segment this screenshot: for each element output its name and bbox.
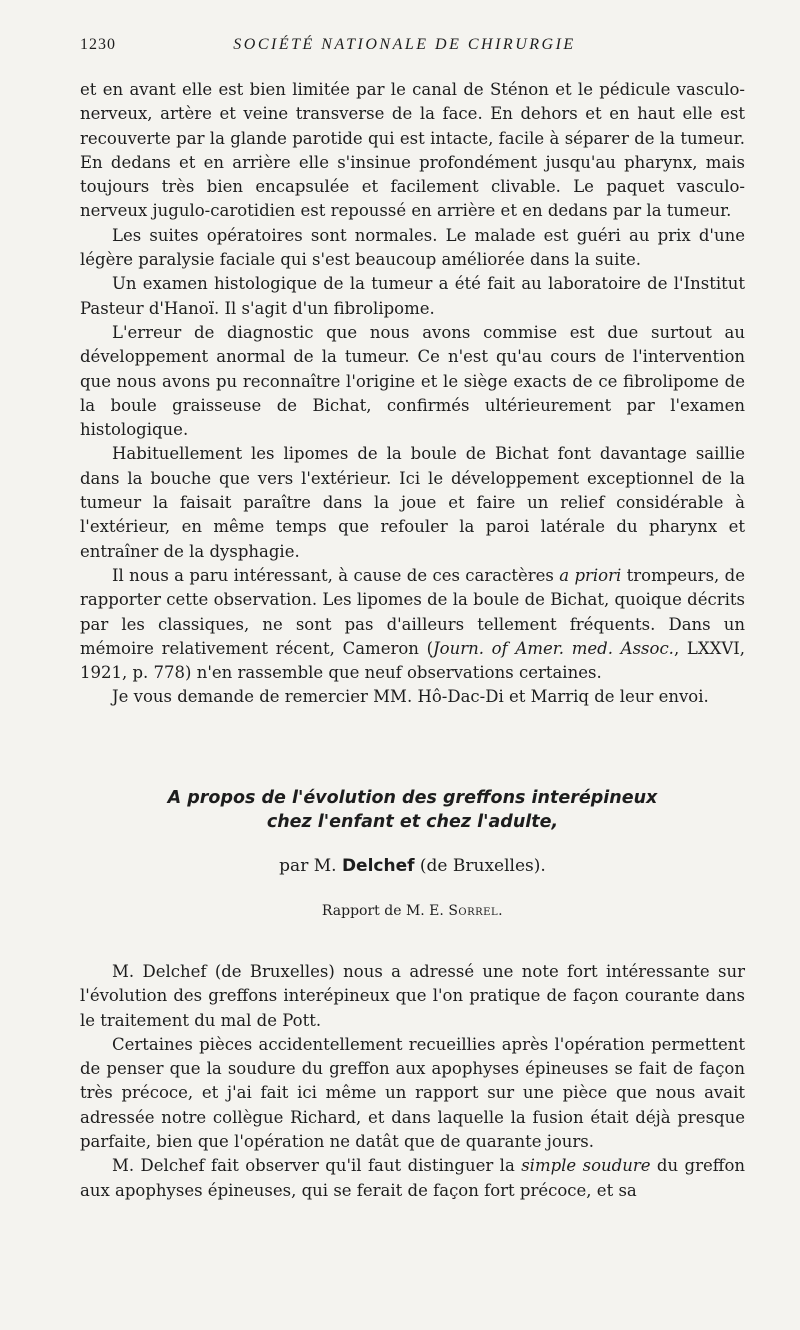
body-text-section-1 xyxy=(80,78,745,710)
text-run: , LXXVI, 1921, p. 778) n'en rassemble que neuf observations certaines. xyxy=(80,638,746,683)
paragraph: Je vous demande de remercier MM. Hô-Dac-Di et Marriq de leur envoi. xyxy=(112,687,709,707)
rapporteur-name: Sorrel. xyxy=(448,903,504,919)
paragraph xyxy=(80,1154,745,1203)
paragraph: L'erreur de diagnostic que nous avons commise est due surtout au développement anormal de la tumeur. Ce n'est qu'au cours de l'intervention que nous avons pu reconnaître l'origine et le siège exacts de ce fibrolipome de la boule graisseuse de Bichat, confirmés ultérieurement par l'examen histologique. xyxy=(80,322,745,440)
text-run: du greffon aux apophyses épineuses, qui se ferait de façon fort précoce, et sa xyxy=(80,1156,746,1200)
paragraph: Les suites opératoires sont normales. Le malade est guéri au prix d'une légère paralysie faciale qui s'est beaucoup améliorée dans la suite. xyxy=(80,225,745,270)
text-run: Il nous a paru intéressant, à cause de ces caractères xyxy=(112,565,560,585)
article-title-line: chez l'enfant et chez l'adulte, xyxy=(266,812,559,832)
page-number: 1230 xyxy=(80,36,116,53)
paragraph xyxy=(80,564,745,685)
body-text-section-2 xyxy=(80,960,745,1203)
italic-text: simple soudure xyxy=(521,1156,651,1176)
paragraph: M. Delchef (de Bruxelles) nous a adressé une note fort intéressante sur l'évolution des greffons interépineux que l'on pratique de façon courante dans le traitement du mal de Pott. xyxy=(80,962,745,1030)
byline-prefix: par M. xyxy=(279,856,342,876)
byline-suffix: (de Bruxelles). xyxy=(414,856,546,876)
journal-title: SOCIÉTÉ NATIONALE DE CHIRURGIE xyxy=(233,36,576,53)
paragraph: et en avant elle est bien limitée par le canal de Sténon et le pédicule vasculo-nerveux, artère et veine transverse de la face. En dehors et en haut elle est recouverte par la glande parotide qui est intacte, facile à séparer de la tumeur. En dedans et en arrière elle s'insinue profondément jusqu'au pharynx, mais toujours très bien encapsulée et facilement clivable. Le paquet vasculo-nerveux jugulo-carotidien est repoussé en arrière et en dedans par la tumeur. xyxy=(80,80,745,221)
report-prefix: Rapport de M. E. xyxy=(321,903,449,919)
paragraph: Habituellement les lipomes de la boule de Bichat font davantage saillie dans la bouche que vers l'extérieur. Ici le développement exceptionnel de la tumeur la faisait paraître dans la joue et faire un relief considérable à l'extérieur, en même temps que refouler la paroi latérale du pharynx et entraîner de la dysphagie. xyxy=(80,444,745,561)
author-name: Delchef xyxy=(341,856,415,876)
article-title xyxy=(80,786,745,834)
text-run: M. Delchef fait observer qu'il faut distinguer la xyxy=(112,1156,522,1176)
running-head xyxy=(80,36,748,54)
byline xyxy=(80,856,745,876)
text-run: trompeurs, de rapporter cette observation. Les lipomes de la boule de Bichat, quoique décrits par les classiques, ne sont pas d'ailleurs tellement fréquents. Dans un mémoire relativement récent, Cameron ( xyxy=(80,565,745,658)
paragraph: Certaines pièces accidentellement recueillies après l'opération permettent de penser que la soudure du greffon aux apophyses épineuses se fait de façon très précoce, et j'ai fait ici même un rapport sur une pièce que nous avait adressée notre collègue Richard, et dans laquelle la fusion était déjà presque parfaite, bien que l'opération ne datât que de quarante jours. xyxy=(80,1034,745,1152)
journal-citation: Journ. of Amer. med. Assoc. xyxy=(433,638,674,658)
paragraph: Un examen histologique de la tumeur a été fait au laboratoire de l'Institut Pasteur d'Hanoï. Il s'agit d'un fibrolipome. xyxy=(80,274,745,318)
italic-text: a priori xyxy=(559,565,622,585)
report-line xyxy=(80,903,745,919)
article-title-line: A propos de l'évolution des greffons interépineux xyxy=(167,788,658,808)
